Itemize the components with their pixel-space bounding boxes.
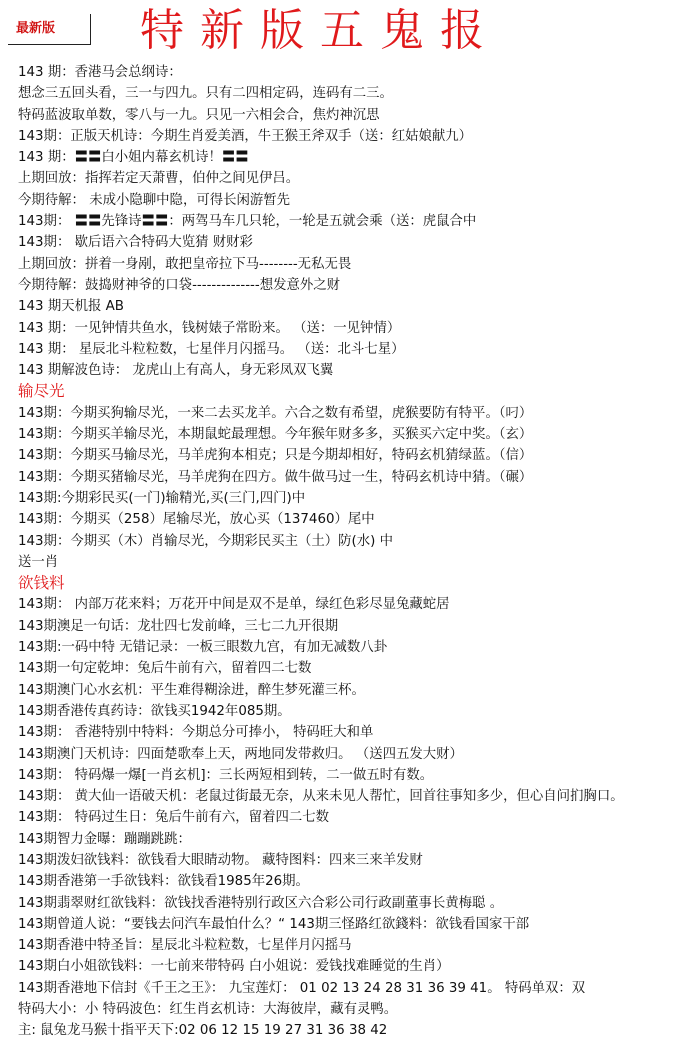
text-line-l35: 143期智力金曝：蹦蹦跳跳： bbox=[18, 831, 191, 847]
text-line-l42: 143期香港地下信封《千王之王》： 九宝莲灯： 01 02 13 24 28 31 36 39 41。 特码单双：双 bbox=[18, 980, 586, 996]
text-line-l12: 143 期天机报 AB bbox=[18, 299, 124, 315]
text-line-l21: 143期：今期买（258）尾输尽光，放心买（137460）尾中 bbox=[18, 512, 375, 528]
section-heading-s1: 输尽光 bbox=[18, 382, 65, 401]
text-line-l39: 143期曾道人说：“要钱去问汽车最怕什么？“ 143期三怪路红欲錢料：欲钱看国家干部 bbox=[18, 916, 530, 932]
text-line-l23: 送一肖 bbox=[18, 554, 59, 570]
text-line-l26: 143期:一码中特 无错记录：一板三眼数九宫，有加无减数八卦 bbox=[18, 640, 388, 656]
text-line-l01: 143 期：香港马会总纲诗： bbox=[18, 65, 182, 80]
text-line-l14: 143 期： 星辰北斗粒粒数，七星伴月闪摇马。 （送：北斗七星） bbox=[18, 341, 405, 357]
text-line-l44: 主: 鼠兔龙马猴十指平天下:02 06 12 15 19 27 31 36 38 42 bbox=[18, 1023, 388, 1039]
text-line-l27: 143期一句定乾坤：兔后牛前有六，留着四二七数 bbox=[18, 661, 312, 677]
text-line-l33: 143期： 黄大仙一语破天机：老鼠过街最无奈，从来未见人帮忙，回首往事知多少，但心自问扪胸口。 bbox=[18, 789, 624, 805]
text-line-l37: 143期香港第一手欲钱料：欲钱看1985年26期。 bbox=[18, 874, 309, 890]
text-line-l31: 143期澳门天机诗：四面楚歌奉上天，两地同发带救归。 （送四五发大财） bbox=[18, 746, 463, 762]
text-line-l41: 143期白小姐欲钱料：一七前来带特码 白小姐说：爱钱找难睡觉的生肖） bbox=[18, 959, 450, 975]
text-line-l43: 特码大小：小 特码波色：红生肖玄机诗：大海彼岸，藏有灵鸭。 bbox=[18, 1002, 398, 1018]
text-line-l09: 143期： 歇后语六合特码大览猜 财财彩 bbox=[18, 235, 253, 251]
text-line-l06: 上期回放：指挥若定天萧曹，伯仲之间见伊吕。 bbox=[18, 171, 300, 187]
text-line-l25: 143期澳足一句话：龙壮四七发前峰，三七二九开很期 bbox=[18, 618, 339, 634]
text-line-l05: 143 期：〓〓白小姐内幕玄机诗！〓〓 bbox=[18, 150, 249, 166]
page-title: 特新版五鬼报 bbox=[140, 5, 500, 56]
text-line-l16: 143期：今期买狗输尽光，一来二去买龙羊。六合之数有希望，虎猴要防有特平。（叼） bbox=[18, 405, 533, 421]
version-badge: 最新版 bbox=[8, 14, 91, 45]
text-line-l36: 143期泼妇欲钱料：欲钱看大眼睛动物。 藏特图料：四来三来羊发财 bbox=[18, 852, 423, 868]
text-line-l04: 143期：正版天机诗：今期生肖爱美酒，牛王猴王斧双手（送：红姑娘献九） bbox=[18, 128, 473, 144]
text-line-l29: 143期香港传真药诗：欲钱买1942年085期。 bbox=[18, 703, 291, 719]
text-line-l34: 143期： 特码过生日：兔后牛前有六，留着四二七数 bbox=[18, 810, 330, 826]
text-line-l22: 143期：今期买（木）肖输尽光，今期彩民买主（土）防(水) 中 bbox=[18, 533, 394, 549]
text-line-l18: 143期：今期买马输尽光，马羊虎狗本相克；只是今期却相好，特码玄机猜绿蓝。（信） bbox=[18, 448, 533, 464]
text-line-l40: 143期香港中特圣旨：星辰北斗粒粒数，七星伴月闪摇马 bbox=[18, 938, 352, 954]
text-line-l11: 今期待解：鼓捣财神爷的口袋--------------想发意外之财 bbox=[18, 277, 341, 293]
section-heading-s2: 欲钱料 bbox=[18, 574, 65, 593]
text-line-l32: 143期： 特码爆一爆[一肖玄机]：三长两短相到转，二一做五时有数。 bbox=[18, 767, 434, 783]
text-line-l10: 上期回放：拼着一身剐，敢把皇帝拉下马--------无私无畏 bbox=[18, 256, 352, 272]
text-line-l28: 143期澳门心水玄机：平生难得糊涂进，醉生梦死灌三杯。 bbox=[18, 682, 365, 698]
text-line-l30: 143期： 香港特别中特料：今期总分可捧小， 特码旺大和单 bbox=[18, 725, 374, 741]
text-line-l07: 今期待解： 未成小隐聊中隐，可得长闲游暂先 bbox=[18, 192, 291, 208]
article-body bbox=[18, 62, 682, 1042]
text-line-l15: 143 期解波色诗： 龙虎山上有高人，身无彩凤双飞翼 bbox=[18, 363, 334, 379]
text-line-l17: 143期：今期买羊输尽光，本期鼠蛇最理想。今年猴年财多多，买猴买六定中奖。（玄） bbox=[18, 427, 533, 443]
text-line-l38: 143期翡翠财红欲钱料：欲钱找香港特别行政区六合彩公司行政副董事长黄梅聪 。 bbox=[18, 895, 504, 911]
text-line-l20: 143期:今期彩民买(一门)输精光,买(三门,四门)中 bbox=[18, 490, 306, 506]
text-line-l03: 特码蓝波取单数，零八与一九。只见一六相会合，焦灼神沉思 bbox=[18, 107, 380, 123]
text-line-l24: 143期： 内部万花来料；万花开中间是双不是单，绿红色彩尽显兔藏蛇居 bbox=[18, 597, 450, 613]
text-line-l13: 143 期：一见钟情共鱼水，钱树婊子常盼来。 （送：一见钟情） bbox=[18, 320, 401, 336]
text-line-l08: 143期： 〓〓先锋诗〓〓：两驾马车几只轮，一轮是五就会乘（送：虎鼠合中 bbox=[18, 214, 477, 230]
text-line-l19: 143期：今期买猪输尽光，马羊虎狗在四方。做牛做马过一生，特码玄机诗中猜。（碾） bbox=[18, 469, 533, 485]
text-line-l02: 想念三五回头看，三一与四九。只有二四相定码，连码有二三。 bbox=[18, 86, 393, 102]
